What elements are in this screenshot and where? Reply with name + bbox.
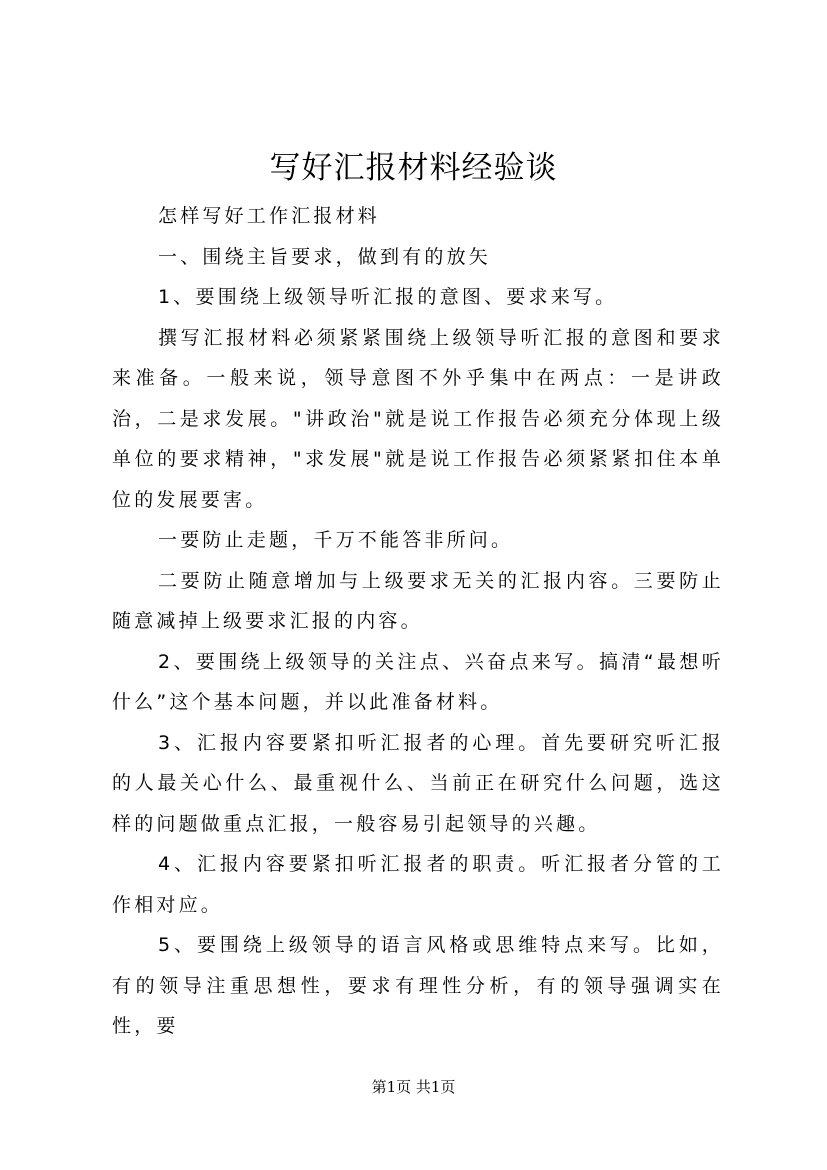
paragraph-3: 1、要围绕上级领导听汇报的意图、要求来写。 xyxy=(158,286,618,308)
paragraph-1: 怎样写好工作汇报材料 xyxy=(158,205,381,227)
paragraph-9: 4、汇报内容要紧扣听汇报者的职责。听汇报者分管的工作相对应。 xyxy=(112,853,724,916)
paragraph-7: 2、要围绕上级领导的关注点、兴奋点来写。搞清“最想听什么”这个基本问题，并以此准备材料。 xyxy=(112,650,724,713)
document-body xyxy=(112,196,724,1047)
page-footer: 第1页 共1页 xyxy=(371,1078,456,1096)
paragraph-8: 3、汇报内容要紧扣听汇报者的心理。首先要研究听汇报的人最关心什么、最重视什么、当前正在研究什么问题，选这样的问题做重点汇报，一般容易引起领导的兴趣。 xyxy=(112,731,724,835)
paragraph-4: 撰写汇报材料必须紧紧围绕上级领导听汇报的意图和要求来准备。一般来说，领导意图不外乎集中在两点：一是讲政治，二是求发展。"讲政治"就是说工作报告必须充分体现上级单位的要求精神，"求发展"就是说工作报告必须紧紧扣住本单位的发展要害。 xyxy=(112,326,724,511)
paragraph-5: 一要防止走题，千万不能答非所问。 xyxy=(158,529,514,551)
document-title: 写好汇报材料经验谈 xyxy=(269,150,558,186)
paragraph-10: 5、要围绕上级领导的语言风格或思维特点来写。比如，有的领导注重思想性，要求有理性分析，有的领导强调实在性，要 xyxy=(112,934,724,1037)
paragraph-6: 二要防止随意增加与上级要求无关的汇报内容。三要防止随意减掉上级要求汇报的内容。 xyxy=(112,569,724,632)
paragraph-2: 一、围绕主旨要求，做到有的放矢 xyxy=(158,245,492,268)
